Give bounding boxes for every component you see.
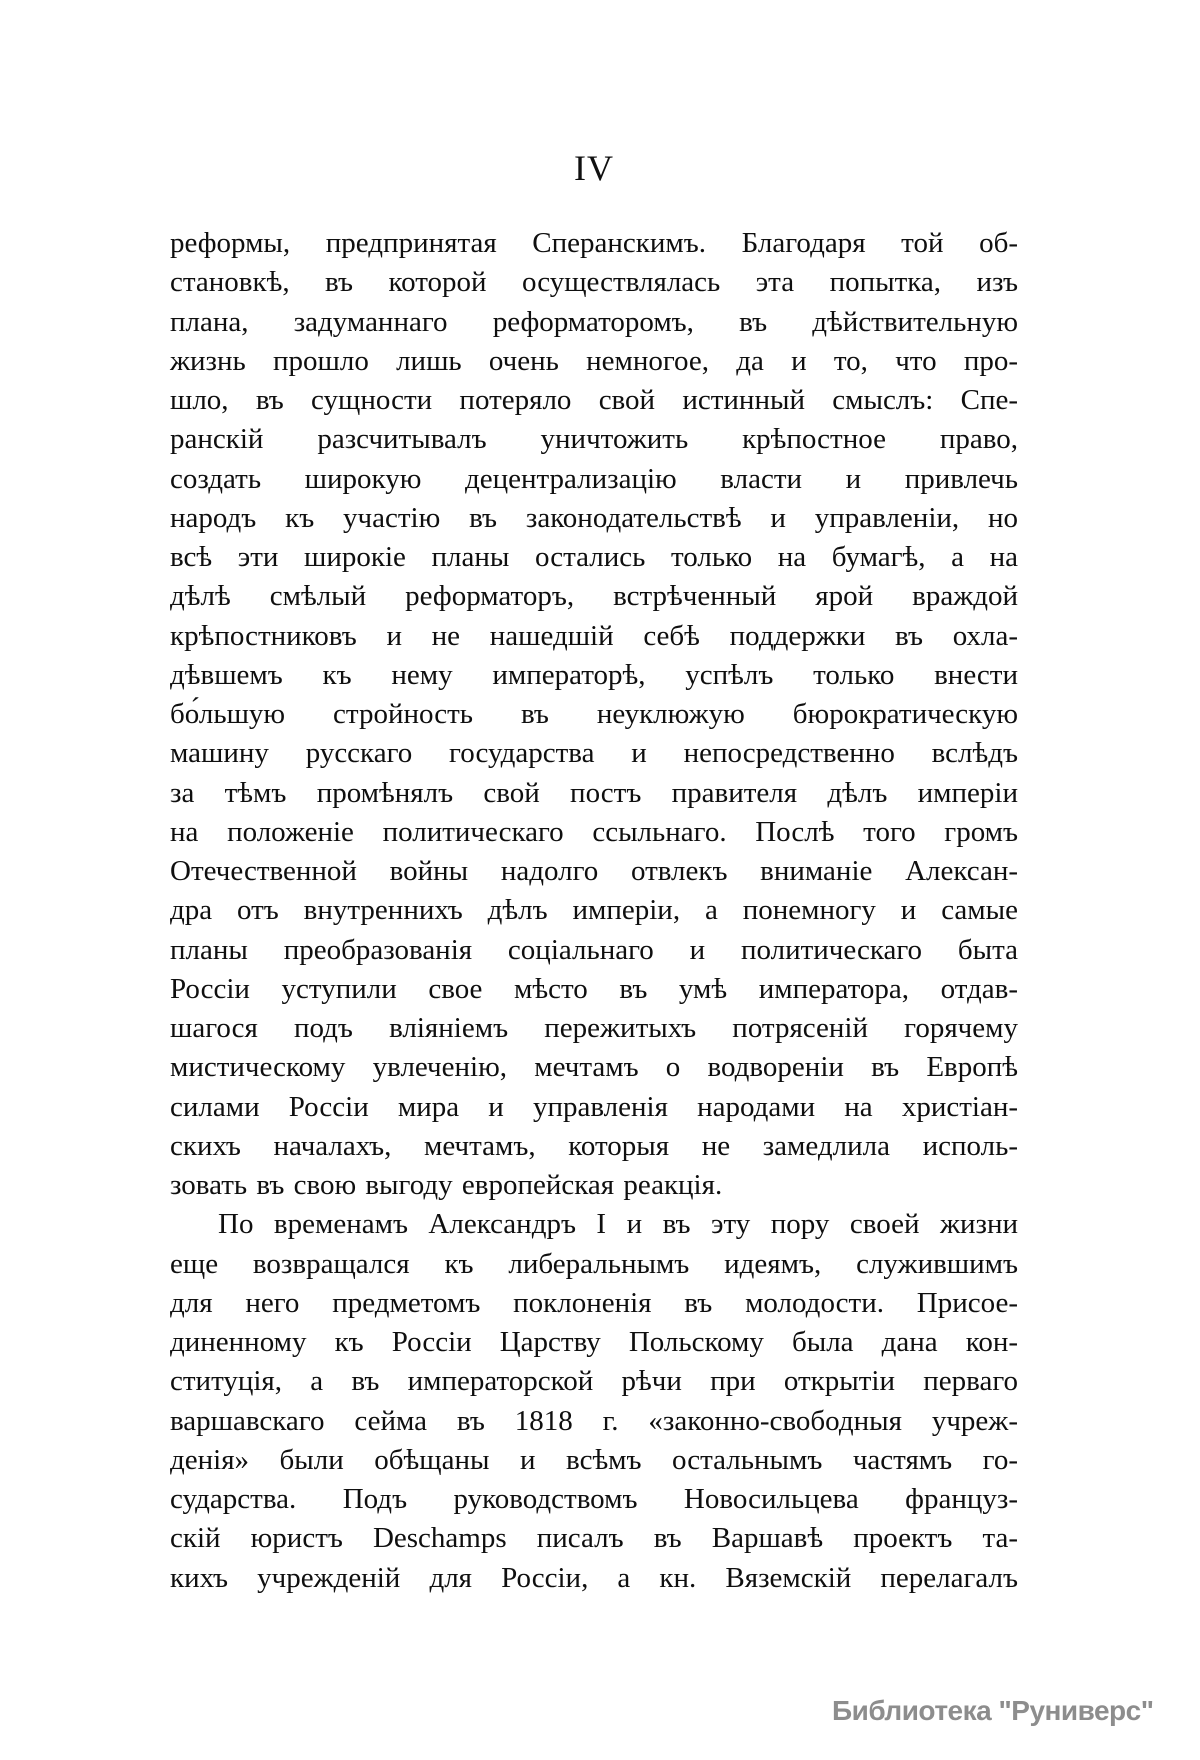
text-line: Отечественной войны надолго отвлекъ вниманіе Алексан- (170, 855, 1018, 887)
text-line: народъ къ участію въ законодательствѣ и управленіи, но (170, 501, 1018, 534)
text-line: крѣпостниковъ и не нашедшій себѣ поддержки въ охла- (170, 619, 1018, 652)
text-line: денія» были обѣщаны и всѣмъ остальнымъ частямъ го- (170, 1443, 1018, 1476)
text-line: жизнь прошло лишь очень немногое, да и то, что про- (170, 344, 1018, 377)
text-line: ранскій разсчитывалъ уничтожить крѣпостное право, (170, 423, 1018, 456)
library-watermark: Библиотека "Руниверс" (832, 1695, 1154, 1726)
text-line: зовать въ свою выгоду европейская реакція. (170, 1169, 723, 1201)
text-line: дѣлѣ смѣлый реформаторъ, встрѣченный ярой враждой (170, 580, 1018, 613)
text-line: варшавскаго сейма въ 1818 г. «законно-свободныя учреж- (170, 1404, 1018, 1437)
text-line: еще возвращался къ либеральнымъ идеямъ, служившимъ (170, 1247, 1018, 1280)
page-number: IV (574, 148, 614, 188)
text-line: сударства. Подъ руководствомъ Новосильцева француз- (170, 1483, 1018, 1515)
text-line: шагося подъ вліяніемъ пережитыхъ потрясеній горячему (170, 1012, 1018, 1044)
text-line: для него предметомъ поклоненія въ молодости. Присое- (170, 1286, 1018, 1319)
text-line: на положеніе политическаго ссыльнаго. Послѣ того громъ (170, 815, 1018, 848)
text-line: создать широкую децентрализацію власти и привлечь (170, 462, 1018, 495)
text-line: машину русскаго государства и непосредственно вслѣдъ (170, 737, 1018, 770)
text-line: По временамъ Александръ I и въ эту пору своей жизни (218, 1208, 1018, 1241)
text-line: Россіи уступили свое мѣсто въ умѣ императора, отдав- (170, 972, 1018, 1005)
text-line: скій юристъ Deschamps писалъ въ Варшавѣ проектъ та- (170, 1522, 1018, 1555)
text-line: дѣвшемъ къ нему императорѣ, успѣлъ только внести (170, 658, 1018, 691)
text-line: силами Россіи мира и управленія народами на христіан- (170, 1090, 1018, 1123)
text-line: реформы, предпринятая Сперанскимъ. Благодаря той об- (170, 227, 1018, 259)
text-line: ституція, а въ императорской рѣчи при открытіи перваго (170, 1365, 1018, 1398)
text-line: всѣ эти широкіе планы остались только на бумагѣ, а на (170, 541, 1018, 573)
text-block (170, 224, 1018, 1598)
text-line: бо́льшую стройность въ неуклюжую бюрократическую (170, 698, 1018, 730)
text-line: плана, задуманнаго реформаторомъ, въ дѣйствительную (170, 305, 1018, 338)
text-line: мистическому увлеченію, мечтамъ о водвореніи въ Европѣ (170, 1051, 1018, 1084)
text-line: становкѣ, въ которой осуществлялась эта попытка, изъ (170, 266, 1018, 299)
text-line: скихъ началахъ, мечтамъ, которыя не замедлила исполь- (170, 1129, 1018, 1162)
text-line: кихъ учрежденій для Россіи, а кн. Вяземскій перелагалъ (170, 1561, 1018, 1594)
text-line: диненному къ Россіи Царству Польскому была дана кон- (170, 1326, 1018, 1358)
text-line: шло, въ сущности потеряло свой истинный смыслъ: Спе- (170, 384, 1018, 416)
text-line: за тѣмъ промѣнялъ свой постъ правителя дѣлъ имперіи (170, 776, 1018, 809)
text-line: планы преобразованія соціальнаго и политическаго быта (170, 933, 1018, 966)
text-line: дра отъ внутреннихъ дѣлъ имперіи, а понемногу и самые (170, 894, 1018, 927)
